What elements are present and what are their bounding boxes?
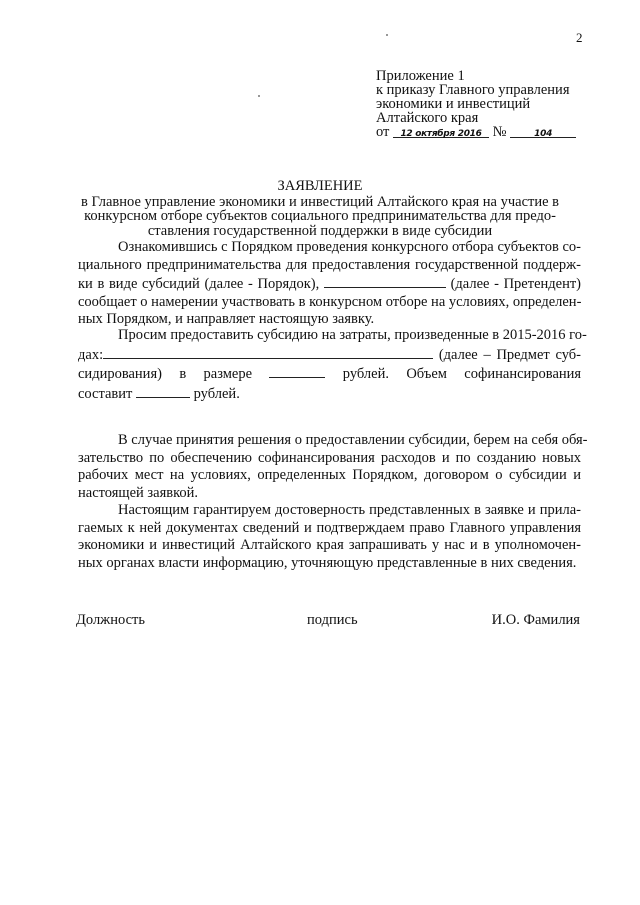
document-title: ЗАЯВЛЕНИЕ bbox=[277, 178, 363, 194]
paragraph-request: Просим предоставить субсидию на затраты, произведенные в 2015-2016 го- дах: (далее – Предмет суб- сидирования) в размере рублей. Объем софинансирования составит рублей. bbox=[78, 327, 587, 402]
heading-line: ставления государственной поддержки в виде субсидии bbox=[147, 222, 493, 239]
document-heading bbox=[70, 195, 570, 238]
annex-line: Алтайского края bbox=[376, 110, 479, 126]
annex-block bbox=[376, 69, 576, 139]
annex-date-field: 12 октября 2016 bbox=[393, 125, 489, 138]
annex-number-field: 104 bbox=[510, 125, 576, 138]
heading-line: конкурсном отборе субъектов социального предпринимательства для предо- bbox=[84, 208, 556, 225]
paragraph-acquaintance: Ознакомившись с Порядком проведения конкурсного отбора субъектов со- циального предпринимательства для предоставления государственной поддерж- ки в виде субсидий (далее - Порядок), (далее - Претендент) сообщает о намерении участвовать в конкурсном отборе на условиях, определен- ных Порядком, и направляет настоящую заявку. bbox=[78, 239, 582, 328]
annex-date-line: от 12 октября 2016 № 104 bbox=[376, 125, 576, 139]
scan-speck bbox=[386, 34, 388, 36]
page-number: 2 bbox=[576, 30, 583, 45]
cofinancing-amount-field[interactable] bbox=[136, 384, 190, 398]
applicant-name-field[interactable] bbox=[324, 274, 446, 288]
annex-line: Приложение 1 bbox=[376, 68, 465, 84]
subsidy-subject-field[interactable] bbox=[103, 345, 433, 359]
paragraph-guarantee: Настоящим гарантируем достоверность представленных в заявке и прила- гаемых к ней документах сведений и подтверждаем право Главного управления экономики и инвестиций Алтайского края запрашивать у нас и в уполномочен- ных органах власти информацию, уточняющую представленные в них сведения. bbox=[78, 502, 581, 571]
subsidy-amount-field[interactable] bbox=[269, 364, 325, 378]
signature-position: Должность bbox=[76, 612, 145, 628]
signature-block bbox=[76, 612, 580, 629]
signature-sign: подпись bbox=[307, 612, 358, 628]
paragraph-obligation: В случае принятия решения о предоставлении субсидии, берем на себя обя- зательство по обеспечению софинансирования расходов и по созданию новых рабочих мест на условиях, определенных Порядком, договором о субсидии и настоящей заявкой. bbox=[78, 432, 588, 501]
annex-line: к приказу Главного управления bbox=[376, 82, 570, 98]
heading-line: в Главное управление экономики и инвестиций Алтайского края на участие в bbox=[80, 194, 560, 210]
scan-speck bbox=[258, 95, 260, 97]
annex-line: экономики и инвестиций bbox=[376, 96, 531, 112]
signature-name: И.О. Фамилия bbox=[491, 612, 580, 628]
